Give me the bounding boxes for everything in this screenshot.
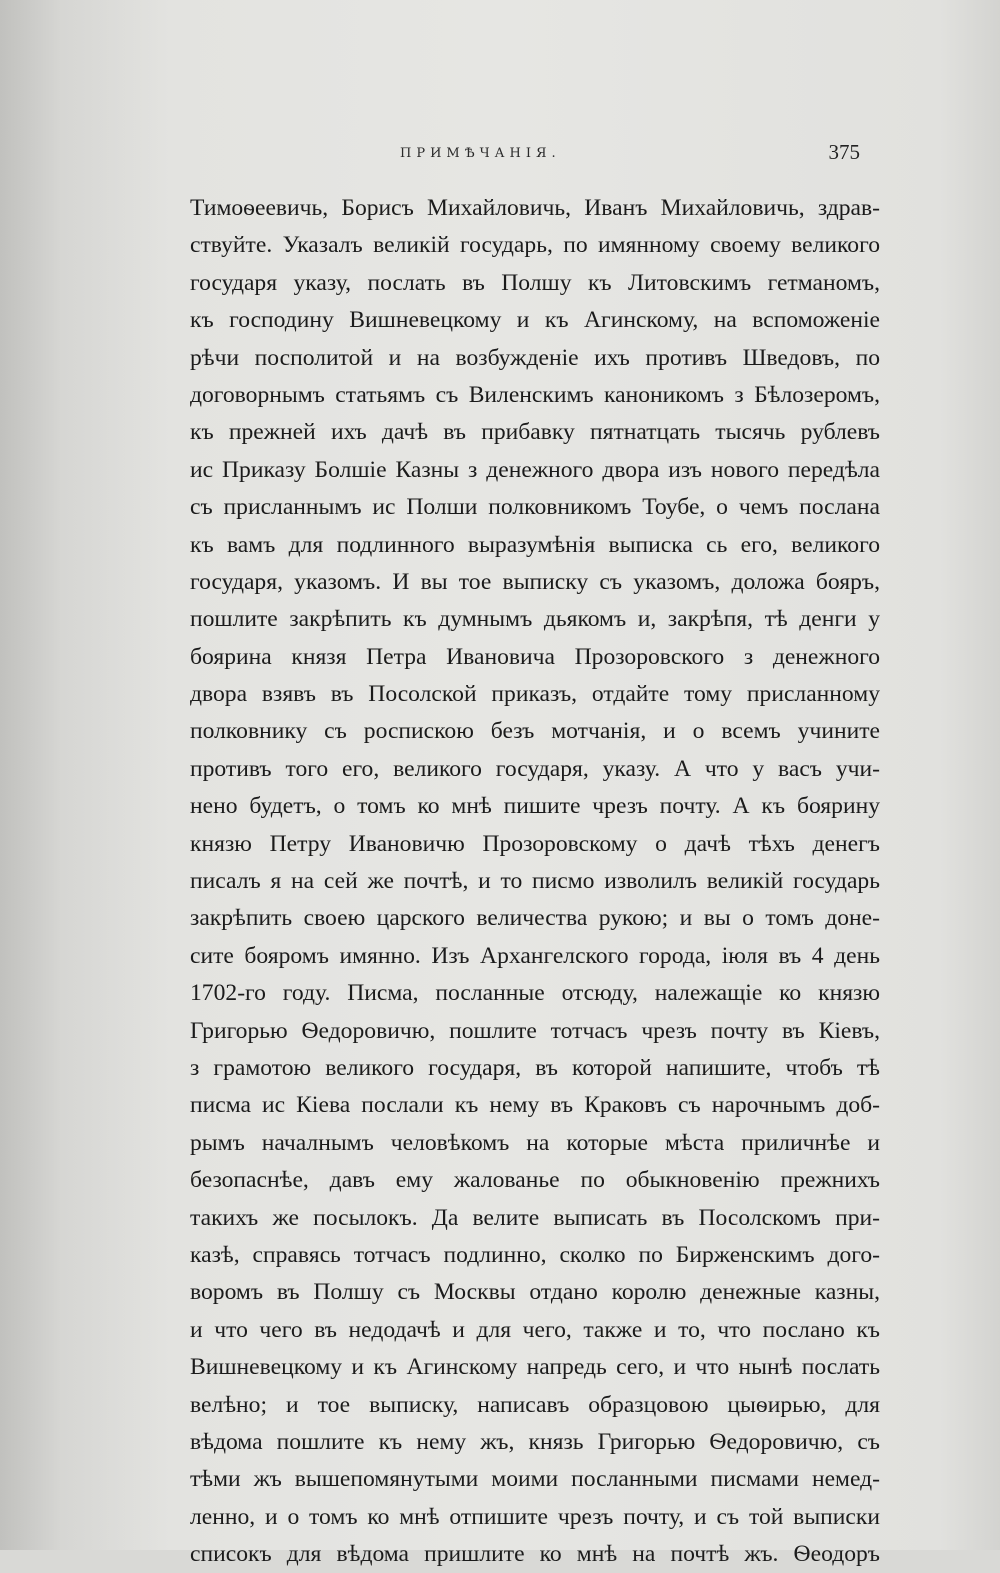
text-line: з грамотою великого государя, въ которой напишите, чтобъ тѣ	[190, 1054, 880, 1081]
text-line: велѣно; и тое выписку, написавъ образцовою цыѳирью, для	[190, 1391, 880, 1418]
text-line: закрѣпить своею царского величества рукою; и вы о томъ доне-	[190, 905, 880, 932]
text-line: такихъ же посылокъ. Да велите выписать въ Посолскомъ при-	[190, 1204, 880, 1231]
text-line: договорнымъ статьямъ съ Виленскимъ каноникомъ з Бѣлозеромъ,	[190, 381, 880, 408]
text-line: рымъ началнымъ человѣкомъ на которые мѣста приличнѣе и	[190, 1129, 880, 1156]
text-line: сите бояромъ имянно. Изъ Архангелского города, іюля въ 4 день	[190, 942, 880, 969]
text-line: Тимоѳеевичь, Борисъ Михайловичь, Иванъ Михайловичь, здрав-	[190, 195, 880, 221]
text-line: писалъ я на сей же почтѣ, и то писмо изволилъ великій государь	[190, 868, 880, 895]
text-line: 1702-го году. Писма, посланные отсюду, належащіе ко князю	[190, 980, 880, 1007]
text-line: и что чего въ недодачѣ и для чего, также и то, что послано къ	[190, 1316, 880, 1343]
text-line: казѣ, справясь тотчасъ подлинно, сколко по Бирженскимъ дого-	[190, 1241, 880, 1268]
text-line: вѣдома пошлите къ нему жъ, князь Григорью Ѳедоровичю, съ	[190, 1428, 880, 1455]
page-number: 375	[828, 140, 860, 164]
text-line: ис Приказу Болшіе Казны з денежного двора изъ нового передѣла	[190, 456, 880, 483]
text-line: пошлите закрѣпить къ думнымъ дьякомъ и, закрѣпя, тѣ денги у	[190, 606, 880, 633]
text-line: Вишневецкому и къ Агинскому напредь сего, и что нынѣ послать	[190, 1354, 880, 1381]
text-line: полковнику съ роспискою безъ мотчанія, и о всемъ учините	[190, 718, 880, 745]
text-line: списокъ для вѣдома пришлите ко мнѣ на почтѣ жъ. Ѳеодоръ	[190, 1541, 880, 1568]
text-line: рѣчи посполитой и на возбужденіе ихъ противъ Шведовъ, по	[190, 344, 880, 371]
body-text	[190, 190, 880, 1573]
text-line: къ господину Вишневецкому и къ Агинскому, на вспоможеніе	[190, 307, 880, 334]
text-line: нено будетъ, о томъ ко мнѣ пишите чрезъ почту. А къ боярину	[190, 793, 880, 820]
text-line: ствуйте. Указалъ великій государь, по имянному своему великого	[190, 232, 880, 259]
text-line: къ вамъ для подлинного выразумѣнія выписка сь его, великого	[190, 531, 880, 558]
facing-page-shadow	[0, 0, 170, 1550]
text-line: писма ис Кіева послали къ нему въ Краковъ съ нарочнымъ доб-	[190, 1092, 880, 1119]
page-header	[188, 140, 878, 170]
text-line: съ присланнымъ ис Полши полковникомъ Тоубе, о чемъ послана	[190, 494, 880, 521]
text-line: воромъ въ Полшу съ Москвы отдано королю денежные казны,	[190, 1279, 880, 1306]
text-line: государя, указомъ. И вы тое выписку съ указомъ, доложа бояръ,	[190, 568, 880, 595]
text-line: князю Петру Ивановичю Прозоровскому о дачѣ тѣхъ денегъ	[190, 830, 880, 857]
running-head: ПРИМѢЧАНІЯ.	[400, 146, 561, 161]
text-line: безопаснѣе, давъ ему жалованье по обыкновенію прежнихъ	[190, 1167, 880, 1194]
text-line: государя указу, послать въ Полшу къ Литовскимъ гетманомъ,	[190, 269, 880, 296]
text-line: Григорью Ѳедоровичю, пошлите тотчасъ чрезъ почту въ Кіевъ,	[190, 1017, 880, 1044]
text-line: противъ того его, великого государя, указу. А что у васъ учи-	[190, 755, 880, 782]
text-line: ленно, и о томъ ко мнѣ отпишите чрезъ почту, и съ той выписки	[190, 1503, 880, 1530]
text-line: двора взявъ въ Посолской приказъ, отдайте тому присланному	[190, 681, 880, 708]
text-line: боярина князя Петра Ивановича Прозоровского з денежного	[190, 643, 880, 670]
text-line: къ прежней ихъ дачѣ въ прибавку пятнатцать тысячь рублевъ	[190, 419, 880, 446]
text-line: тѣми жъ вышепомянутыми моими посланными писмами немед-	[190, 1466, 880, 1493]
